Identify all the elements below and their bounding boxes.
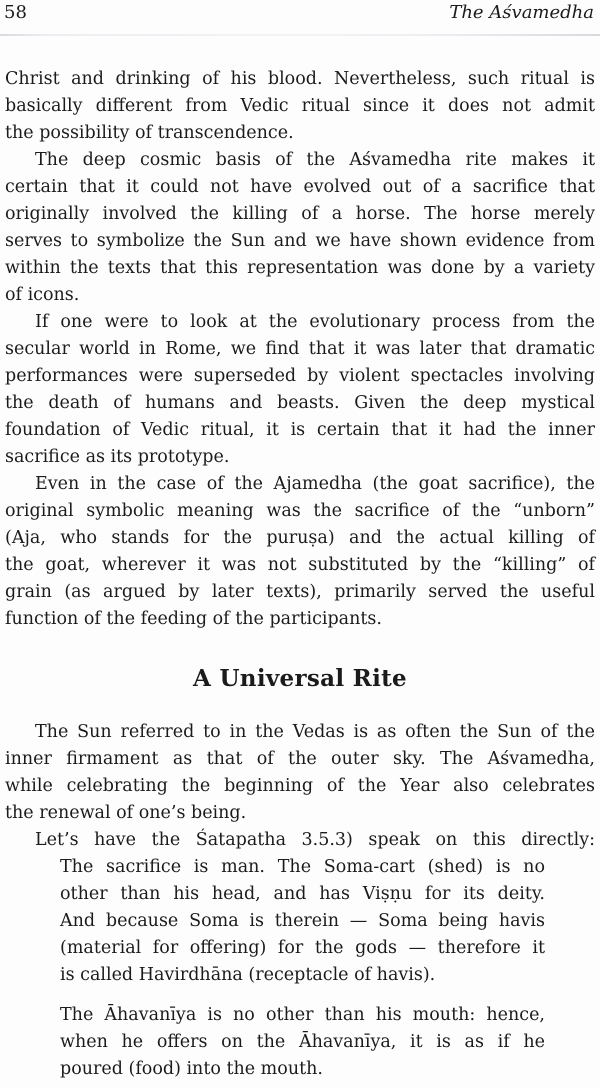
- page-body: [0, 36, 600, 1083]
- paragraph: [5, 827, 595, 854]
- quote-line: (material for offering) for the gods — therefore it: [60, 938, 545, 958]
- paragraph-line: Let’s have the Śatapatha 3.5.3) speak on this directly:: [35, 830, 595, 850]
- paragraph-line: sacrifice as its prototype.: [5, 447, 230, 467]
- paragraph-line: certain that it could not have evolved out of a sacrifice that: [5, 177, 595, 197]
- paragraph-line: the death of humans and beasts. Given the deep mystical: [5, 393, 595, 413]
- paragraph-line: Christ and drinking of his blood. Nevertheless, such ritual is: [5, 69, 595, 89]
- paragraph-line: originally involved the killing of a horse. The horse merely: [5, 204, 595, 224]
- paragraph-line: the possibility of transcendence.: [5, 123, 294, 143]
- page-number: 58: [4, 2, 27, 23]
- quote-line: And because Soma is therein — Soma being havis: [60, 911, 545, 931]
- paragraph-line: function of the feeding of the participants.: [5, 609, 382, 629]
- paragraph-line: serves to symbolize the Sun and we have shown evidence from: [5, 231, 595, 251]
- paragraph-line: while celebrating the beginning of the Year also celebrates: [5, 776, 595, 796]
- paragraph-line: basically different from Vedic ritual since it does not admit: [5, 96, 595, 116]
- quote-line: is called Havirdhāna (receptacle of havis).: [60, 965, 436, 985]
- paragraph-line: inner firmament as that of the outer sky. The Aśvamedha,: [5, 749, 595, 769]
- quote-line: The sacrifice is man. The Soma-cart (shed) is no: [60, 857, 545, 877]
- paragraph-line: original symbolic meaning was the sacrifice of the “unborn”: [5, 501, 595, 521]
- quote-line: when he offers on the Āhavanīya, it is as if he: [60, 1032, 545, 1052]
- paragraph-line: of icons.: [5, 285, 80, 305]
- block-quote: [5, 1002, 595, 1083]
- paragraph: [5, 471, 595, 633]
- paragraph-line: If one were to look at the evolutionary process from the: [35, 312, 595, 332]
- quote-line: other than his head, and has Viṣṇu for its deity.: [60, 884, 545, 904]
- section-heading: A Universal Rite: [193, 665, 407, 692]
- paragraph-line: The Sun referred to in the Vedas is as often the Sun of the: [35, 722, 595, 742]
- paragraph-line: secular world in Rome, we find that it was later that dramatic: [5, 339, 595, 359]
- paragraph-line: foundation of Vedic ritual, it is certain that it had the inner: [5, 420, 595, 440]
- paragraph-line: Even in the case of the Ajamedha (the goat sacrifice), the: [35, 474, 595, 494]
- running-title: The Aśvamedha: [449, 2, 594, 23]
- paragraph-line: the goat, wherever it was not substituted by the “killing” of: [5, 555, 595, 575]
- page-header: [0, 0, 600, 24]
- paragraph-line: The deep cosmic basis of the Aśvamedha rite makes it: [35, 150, 595, 170]
- paragraph: [5, 309, 595, 471]
- paragraph: [5, 66, 595, 147]
- paragraph: [5, 147, 595, 309]
- paragraph-line: performances were superseded by violent spectacles involving: [5, 366, 595, 386]
- paragraph-line: grain (as argued by later texts), primarily served the useful: [5, 582, 595, 602]
- paragraph-line: the renewal of one’s being.: [5, 803, 247, 823]
- paragraph: [5, 719, 595, 827]
- paragraph-line: (Aja, who stands for the puruṣa) and the actual killing of: [5, 528, 595, 548]
- quote-line: poured (food) into the mouth.: [60, 1059, 323, 1079]
- paragraph-line: within the texts that this representation was done by a variety: [5, 258, 595, 278]
- block-quote: [5, 854, 595, 989]
- quote-line: The Āhavanīya is no other than his mouth: hence,: [60, 1005, 545, 1025]
